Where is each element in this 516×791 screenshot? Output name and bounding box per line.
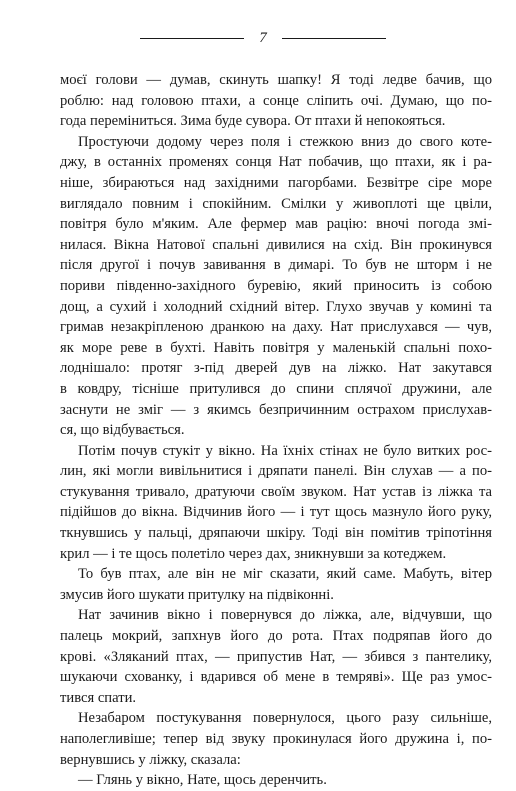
text-line: палець мокрий, запхнув його до рота. Птах подряпав його до [60,628,492,645]
text-line: стукування тривало, дратуючи своїм звуком. Нат устав із ліжка та [60,483,492,500]
text-line: Нат зачинив вікно і повернувся до ліжка, але, відчувши, що [78,607,492,624]
text-line: ткнувшись у пальці, дряпаючи шкіру. Тоді він помітив тріпотіння [60,525,492,542]
page-number: 7 [259,30,267,46]
text-line: вернувшись у ліжку, сказала: [60,751,241,768]
text-line: змусив його шукати притулку на підвіконні. [60,586,334,603]
text-line: крові. «Зляканий птах, — припустив Нат, — збився з пантелику, [60,648,492,665]
text-line: підійшов до вікна. Відчинив його — і тут щось мазнуло його руку, [60,504,492,521]
header-rule-left [140,38,244,39]
body-text [60,70,492,791]
text-line: наполегливіше; тепер від звуку прокинулася його дружина і, по- [60,731,492,747]
text-line: крил — і те щось полетіло через дах, зникнувши за котеджем. [60,545,447,562]
text-line: шукаючи схованку, і вдарився об мене в темряві». Ще раз умос- [60,669,492,686]
paragraph [60,708,492,770]
text-line: лин, які могли вивільнитися і дряпати панелі. Він слухав — а по- [60,463,492,480]
text-line: повітря було м'яким. Але фермер мав рацію: вночі погода змі- [60,216,492,233]
text-line: Незабаром постукування повернулося, цього разу сильніше, [78,710,492,727]
text-line: Простуючи додому через поля і стежкою вниз до свого коте- [78,133,492,150]
text-line: ніше, збираються над західними пагорбами. Безвітре сіре море [60,174,492,191]
text-line: гримав незакріпленою дранкою на даху. Нат прислухався — чув, [60,319,492,336]
paragraph [60,770,492,791]
text-line: — Глянь у вікно, Нате, щось деренчить. [78,772,327,789]
header-rule-right [282,38,386,39]
text-line: Потім почув стукіт у вікно. На їхніх стінах не було витких рос- [78,442,492,459]
paragraph [60,70,492,132]
text-line: лоднішало: протяг з-під дверей дув на ліжко. Нат закутався [60,360,492,377]
paragraph [60,605,492,708]
paragraph [60,132,492,441]
text-line: пориви південно-західного буревію, який приносить із собою [60,277,492,294]
text-line: дощ, а сухий і холодний східний вітер. Глухо звучав у комині та [60,298,492,315]
text-line: заснути не зміг — з якимсь безпричинним острахом прислухав- [60,401,492,418]
text-line: года переміниться. Зима буде сувора. От птахи й непокояться. [60,113,446,130]
text-line: виглядало повним і спокійним. Смілки у живоплоті ще цвіли, [60,195,492,212]
text-line: як море реве в бухті. Навіть повітря у маленькій спальні похо- [60,339,492,356]
text-line: роблю: над головою птахи, а сонце сліпить очі. Думаю, що по- [60,92,492,109]
text-line: джу, в останніх променях сонця Нат побачив, що птахи, як і ра- [60,154,492,171]
text-line: моєї голови — думав, скинуть шапку! Я тоді ледве бачив, що [60,72,492,88]
text-line: ся, що відбувається. [60,422,185,439]
text-line: після другої і почув завивання в димарі. То був не шторм і не [60,257,492,274]
text-line: То був птах, але він не міг сказати, який саме. Мабуть, вітер [78,566,492,583]
page-header [0,28,516,48]
paragraph [60,564,492,605]
paragraph [60,441,492,565]
text-line: нилася. Вікна Натової спальні дивилися на схід. Він прокинувся [60,236,492,253]
text-line: тився спати. [60,689,137,706]
text-line: в ковдру, тісніше притулився до спини сплячої дружини, але [60,380,492,397]
